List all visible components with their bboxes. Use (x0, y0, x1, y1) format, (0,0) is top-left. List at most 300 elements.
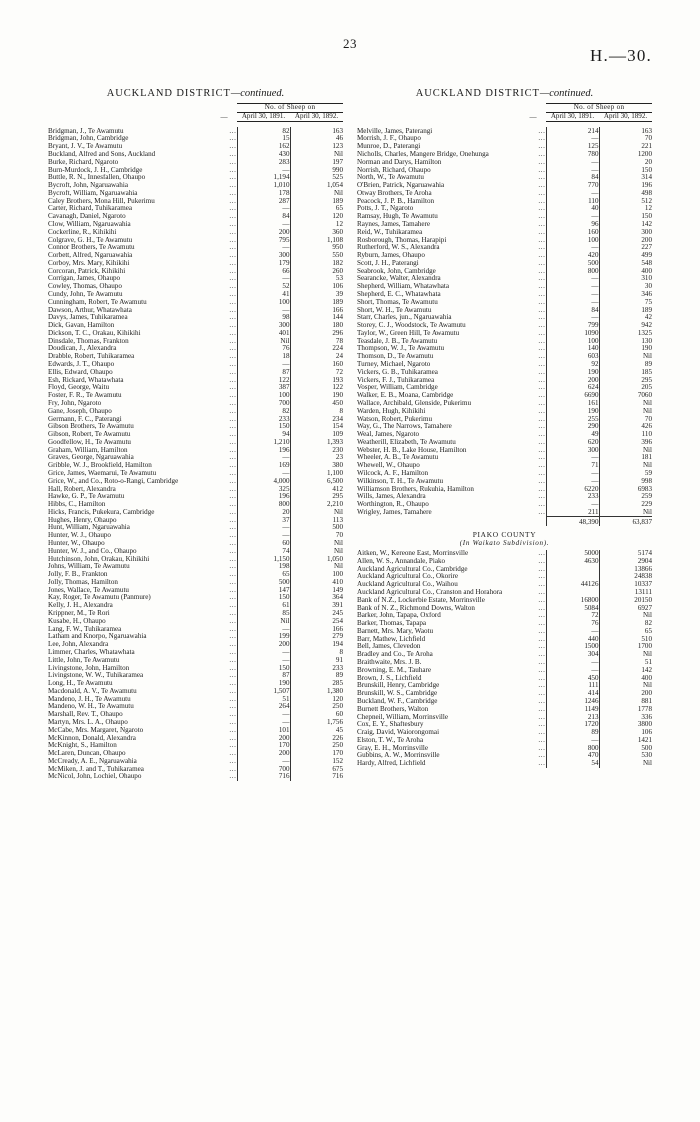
left-table-subheader-row (48, 112, 343, 121)
table-row (357, 236, 652, 244)
table-row (357, 558, 652, 566)
sheep-count-1891: 15 (237, 135, 290, 143)
sheep-count-1891: 196 (237, 493, 290, 501)
owner-name: Esh, Rickard, Whatawhata (48, 376, 124, 384)
owner-name: Davys, James, Tuhikaramea (48, 314, 128, 322)
leader-dots: ... (538, 336, 546, 345)
leader-dots: ... (229, 772, 237, 781)
table-row (357, 244, 652, 252)
owner-name: Braithwaite, Mrs. J. B. (357, 658, 422, 667)
leader-dots: ... (538, 453, 546, 462)
table-row (48, 143, 343, 151)
leader-dots: ... (229, 188, 237, 197)
table-row (357, 197, 652, 205)
owner-name: Whewell, W., Ohaupo (357, 461, 420, 470)
owner-name: Hunt, William, Ngaruawahia (48, 524, 130, 532)
sheep-count-1892: 229 (599, 501, 652, 509)
sheep-count-1891: — (237, 532, 290, 540)
sheep-count-1892: 10337 (599, 581, 652, 589)
owner-name: Ellis, Edward, Ohaupo (48, 368, 113, 376)
owner-name: Floyd, George, Waitu (48, 384, 110, 392)
owner-name: Scott, J. H., Paterangi (357, 259, 419, 267)
owner-name: Buttle, R. N., Innesfallen, Ohaupo (48, 173, 146, 182)
sheep-count-1891: — (237, 470, 290, 478)
leader-dots: ... (538, 251, 546, 260)
leader-dots: ... (538, 235, 546, 244)
leader-dots: ... (229, 251, 237, 260)
table-row (357, 705, 652, 713)
table-row (357, 493, 652, 501)
sheep-count-1891: 54 (546, 760, 599, 768)
table-row (48, 361, 343, 369)
sheep-count-1891: 1,507 (237, 688, 290, 696)
sheep-count-1891: 44126 (546, 581, 599, 589)
owner-name: Hardy, Alfred, Lichfield (357, 759, 426, 768)
sheep-count-1891: 200 (237, 641, 290, 649)
owner-name: Martyn, Mrs. L. A., Ohaupo (48, 718, 128, 726)
leader-dots: ... (538, 689, 546, 698)
sheep-count-1892: Nil (599, 509, 652, 517)
owner-name: Germann, F. C., Paterangi (48, 415, 122, 423)
leader-dots: ... (229, 266, 237, 275)
left-table-header-row (48, 104, 343, 113)
table-row (357, 127, 652, 135)
sheep-count-1892: 24838 (599, 573, 652, 581)
sheep-count-1891: — (546, 158, 599, 166)
owner-name: Auckland Agricultural Co., Cranston and Horahora (357, 588, 503, 596)
sheep-count-1891: 150 (237, 594, 290, 602)
table-row (48, 407, 343, 415)
sheep-count-1892: 60 (290, 711, 343, 719)
sheep-count-1891: 84 (237, 213, 290, 221)
sheep-count-1892: 72 (290, 368, 343, 376)
right-table-subheader-row (357, 112, 652, 121)
sheep-count-1891: 200 (237, 734, 290, 742)
sheep-count-1892: 8 (290, 649, 343, 657)
table-row (48, 688, 343, 696)
owner-name: Cox, E. Y., Shaftesbury (357, 720, 424, 729)
table-row (357, 439, 652, 447)
sheep-count-1892: 360 (290, 228, 343, 236)
owner-name: McNicol, John, Lochiel, Ohaupo (48, 773, 142, 781)
table-row (357, 596, 652, 604)
owner-name: Kay, Roger, Te Awamutu (Panmure) (48, 594, 151, 602)
right-column-title (357, 88, 652, 99)
table-row (48, 431, 343, 439)
sheep-count-1891: 147 (237, 586, 290, 594)
leader-dots: ... (538, 360, 546, 369)
right-column-title-continued: —continued. (539, 88, 594, 99)
left-sheep-table (48, 103, 343, 781)
sheep-count-1891: 213 (546, 713, 599, 721)
leader-dots: ... (229, 321, 237, 330)
owner-name: Grice, W., and Co., Roto-o-Rangi, Cambridge (48, 477, 179, 485)
leader-dots: ... (538, 642, 546, 651)
sheep-count-1892: 13111 (599, 589, 652, 597)
owner-name: Nicholls, Charles, Mangere Bridge, Onehunga (357, 150, 489, 158)
sheep-count-1892: Nil (599, 446, 652, 454)
table-row (357, 330, 652, 338)
sheep-count-1892: 942 (599, 322, 652, 330)
document-reference: H.—30. (590, 46, 652, 65)
table-row (357, 682, 652, 690)
sheep-count-1892: 500 (599, 744, 652, 752)
table-row (357, 509, 652, 517)
sheep-count-1891: 49 (546, 431, 599, 439)
owner-name: Shepherd, E. C., Whatawhata (357, 290, 441, 298)
sheep-count-1892: 525 (290, 174, 343, 182)
owner-name: McKinnon, Donald, Alexandra (48, 734, 136, 742)
table-row (357, 635, 652, 643)
owner-name: Reid, W., Tuhikaramea (357, 228, 423, 236)
owner-name: Connor Brothers, Te Awamutu (48, 243, 135, 252)
owner-name: Auckland Agricultural Co., Okorire (357, 573, 459, 581)
leader-dots: ... (229, 165, 237, 174)
owner-name: Mandeno, W. H., Te Awamutu (48, 703, 134, 711)
leader-dots: ... (538, 650, 546, 659)
sheep-count-1891: — (546, 628, 599, 636)
sheep-count-1892: 250 (290, 742, 343, 750)
table-row (357, 283, 652, 291)
sheep-count-1891: 61 (237, 602, 290, 610)
sheep-count-1892: 295 (599, 376, 652, 384)
sheep-count-1891: 101 (237, 726, 290, 734)
sheep-count-1891: 1720 (546, 721, 599, 729)
sheep-count-1892: 89 (599, 361, 652, 369)
table-row (357, 565, 652, 573)
sheep-count-1891: — (237, 649, 290, 657)
table-row (48, 485, 343, 493)
leader-dots: ... (538, 243, 546, 252)
table-row (48, 664, 343, 672)
sheep-count-1891: 84 (546, 306, 599, 314)
table-row (357, 721, 652, 729)
sheep-count-1892: Nil (290, 563, 343, 571)
sheep-count-1892: Nil (599, 682, 652, 690)
leader-dots: ... (538, 720, 546, 729)
sheep-count-1892: 152 (290, 758, 343, 766)
table-row (48, 641, 343, 649)
right-header-dash: — (529, 112, 537, 121)
sheep-count-1891: — (546, 477, 599, 485)
leader-dots: ... (229, 640, 237, 649)
table-row (48, 540, 343, 548)
owner-name: Dawson, Arthur, Whatawhata (48, 306, 132, 314)
sheep-count-1892: 230 (290, 446, 343, 454)
table-row (357, 581, 652, 589)
owner-name: Browning, E. M., Tauhare (357, 666, 432, 674)
sheep-count-1891: — (237, 625, 290, 633)
leader-dots: ... (229, 647, 237, 656)
total-spacer (520, 517, 546, 526)
owner-name: Warden, Hugh, Kihikihi (357, 407, 426, 415)
table-row (48, 197, 343, 205)
table-row (48, 322, 343, 330)
owner-name: Ramsay, Hugh, Te Awamutu (357, 212, 438, 221)
sheep-count-1891: 800 (546, 744, 599, 752)
sheep-count-1892: 163 (290, 127, 343, 135)
leader-dots: ... (229, 500, 237, 509)
table-row (357, 690, 652, 698)
owner-name: Gane, Joseph, Ohaupo (48, 407, 112, 415)
owner-name: Jones, Wallace, Te Awamutu (48, 586, 129, 594)
table-row (357, 744, 652, 752)
table-row (48, 228, 343, 236)
sheep-count-1891: 200 (237, 750, 290, 758)
table-row (48, 493, 343, 501)
owner-name: Bryant, J. V., Te Awamutu (48, 142, 123, 151)
owner-name: Craig, David, Waiorongomai (357, 728, 440, 737)
leader-dots: ... (538, 422, 546, 431)
leader-dots: ... (538, 352, 546, 361)
table-row (48, 703, 343, 711)
owner-name: Williamson Brothers, Rukuhia, Hamilton (357, 485, 474, 493)
sheep-count-1891: 420 (546, 252, 599, 260)
leader-dots: ... (538, 595, 546, 604)
leader-dots: ... (229, 601, 237, 610)
owner-name: Vickers, G. B., Tuhikaramea (357, 368, 438, 376)
sheep-count-1892: 150 (599, 213, 652, 221)
sheep-count-1891: 4630 (546, 558, 599, 566)
sheep-count-1891: 60 (237, 540, 290, 548)
left-header-sheep-label: No. of Sheep on (237, 104, 343, 113)
sheep-count-1891: — (546, 737, 599, 745)
left-header-date-1892: April 30, 1892. (290, 112, 343, 121)
sheep-count-1892: Nil (599, 760, 652, 768)
owner-name: Weal, James, Ngaroto (357, 430, 420, 439)
sheep-count-1891: 37 (237, 516, 290, 524)
sheep-count-1892: 300 (599, 228, 652, 236)
owner-name: Long, H., Te Awamutu (48, 679, 113, 688)
sheep-count-1891: 500 (546, 260, 599, 268)
leader-dots: ... (538, 681, 546, 690)
sheep-count-1891: — (546, 244, 599, 252)
sheep-count-1892: 70 (599, 415, 652, 423)
sheep-count-1891: Nil (237, 337, 290, 345)
sheep-count-1892: Nil (599, 407, 652, 415)
leader-dots: ... (229, 749, 237, 758)
sheep-count-1892: 110 (599, 431, 652, 439)
leader-dots: ... (229, 430, 237, 439)
sheep-count-1892: 190 (290, 392, 343, 400)
owner-name: Raynes, James, Tamahere (357, 220, 431, 228)
owner-name: Way, G., The Narrows, Tamahere (357, 422, 452, 431)
table-row (48, 166, 343, 174)
sheep-count-1892: 548 (599, 260, 652, 268)
owner-name: Corcoran, Patrick, Kihikihi (48, 267, 126, 275)
sheep-count-1892: 1,054 (290, 182, 343, 190)
leader-dots: ... (229, 577, 237, 586)
table-row (48, 726, 343, 734)
sheep-count-1892: 45 (290, 726, 343, 734)
sheep-count-1891: 440 (546, 635, 599, 643)
sheep-count-1891: 199 (237, 633, 290, 641)
owner-name: Drabble, Robert, Tuhikaramea (48, 352, 135, 361)
owner-name: Bank of N.Z., Lockerbie Estate, Morrinsville (357, 596, 485, 604)
owner-name: Brunskill, W. S., Cambridge (357, 689, 438, 698)
sheep-count-1892: 260 (290, 267, 343, 275)
sheep-count-1891: — (237, 524, 290, 532)
leader-dots: ... (538, 165, 546, 174)
leader-dots: ... (538, 321, 546, 330)
leader-dots: ... (538, 126, 546, 135)
leader-dots: ... (229, 196, 237, 205)
sheep-count-1892: Nil (599, 612, 652, 620)
leader-dots: ... (538, 173, 546, 182)
sheep-count-1891: 700 (237, 400, 290, 408)
sheep-count-1891: 76 (546, 620, 599, 628)
owner-name: Cavanagh, Daniel, Ngaroto (48, 212, 126, 221)
owner-name: Norman and Darys, Hamilton (357, 158, 442, 166)
sheep-count-1892: 189 (290, 298, 343, 306)
owner-name: Colgrave, G. H., Te Awamutu (48, 236, 133, 244)
table-row (357, 604, 652, 612)
sheep-count-1891: 76 (237, 345, 290, 353)
sheep-count-1892: 189 (599, 306, 652, 314)
sheep-count-1891: 799 (546, 322, 599, 330)
leader-dots: ... (538, 588, 546, 596)
left-column-title (48, 88, 343, 99)
sheep-count-1892: 46 (290, 135, 343, 143)
table-row (357, 376, 652, 384)
sheep-count-1892: 91 (290, 656, 343, 664)
table-row (357, 213, 652, 221)
owner-name: Bell, James, Clevedon (357, 643, 421, 651)
table-row (48, 695, 343, 703)
table-row (48, 244, 343, 252)
leader-dots: ... (538, 282, 546, 291)
sheep-count-1892: 200 (599, 236, 652, 244)
owner-name: Wilcock, A. F., Hamilton (357, 469, 429, 477)
table-row (357, 431, 652, 439)
sheep-count-1891: 170 (237, 742, 290, 750)
sheep-count-1891: 1,010 (237, 182, 290, 190)
right-table-header-row (357, 104, 652, 113)
leader-dots: ... (538, 619, 546, 628)
sheep-count-1891: — (546, 283, 599, 291)
sheep-count-1892: 450 (290, 400, 343, 408)
sheep-count-1892: 109 (290, 431, 343, 439)
owner-name: McLaren, Duncan, Ohaupo (48, 749, 126, 758)
left-column-title-continued: —continued. (230, 88, 285, 99)
table-row (48, 579, 343, 587)
sheep-count-1892: 78 (290, 337, 343, 345)
table-row (357, 423, 652, 431)
table-row (357, 729, 652, 737)
sheep-count-1892: 189 (290, 197, 343, 205)
sheep-count-1891: — (546, 659, 599, 667)
owner-name: Teasdale, J. B., Te Awamutu (357, 337, 438, 345)
leader-dots: ... (538, 492, 546, 501)
sheep-count-1891: — (237, 719, 290, 727)
owner-name: Auckland Agricultural Co., Cambridge (357, 565, 468, 573)
owner-name: Jolly, F. B., Frankton (48, 570, 108, 579)
sheep-count-1891: 1090 (546, 330, 599, 338)
table-row (357, 158, 652, 166)
table-row (357, 368, 652, 376)
sheep-count-1892: 279 (290, 633, 343, 641)
table-row (48, 190, 343, 198)
sheep-count-1892: 150 (599, 166, 652, 174)
sheep-count-1891: — (237, 361, 290, 369)
owner-name: Cockerline, R., Kihikihi (48, 228, 117, 236)
table-row (48, 610, 343, 618)
sheep-count-1892: 881 (599, 698, 652, 706)
sheep-count-1891: 233 (546, 493, 599, 501)
sheep-count-1892: 3800 (599, 721, 652, 729)
leader-dots: ... (229, 717, 237, 726)
sheep-count-1891: 190 (546, 407, 599, 415)
sheep-count-1891: 401 (237, 330, 290, 338)
sheep-count-1892: 65 (290, 205, 343, 213)
sheep-count-1892: 160 (290, 361, 343, 369)
owner-name: Turney, Michael, Ngaroto (357, 360, 431, 369)
leader-dots: ... (229, 258, 237, 267)
leader-dots: ... (229, 593, 237, 602)
owner-name: McCready, A. E., Ngaruawahia (48, 757, 137, 765)
leader-dots: ... (229, 764, 237, 773)
leader-dots: ... (229, 173, 237, 182)
sheep-count-1891: 6220 (546, 485, 599, 493)
sheep-count-1891: 283 (237, 158, 290, 166)
owner-name: North, W., Te Awamutu (357, 173, 424, 182)
sheep-count-1891: 150 (237, 664, 290, 672)
owner-name: Rutherford, W. S., Alexandra (357, 243, 440, 252)
sheep-count-1892: 500 (290, 524, 343, 532)
sheep-count-1891: — (546, 275, 599, 283)
leader-dots: ... (538, 134, 546, 143)
sheep-count-1892: 285 (290, 680, 343, 688)
right-header-date-1891: April 30, 1891. (546, 112, 599, 121)
table-row (48, 649, 343, 657)
owner-name: Watson, Robert, Pukerimu (357, 415, 433, 423)
leader-dots: ... (538, 204, 546, 213)
sheep-count-1892: 166 (290, 625, 343, 633)
table-row (357, 337, 652, 345)
owner-name: Wilkinson, T. H., Te Awamutu (357, 477, 444, 485)
table-row (48, 158, 343, 166)
sheep-count-1892: 2904 (599, 558, 652, 566)
total-1892: 63,837 (599, 517, 652, 526)
leader-dots: ... (538, 626, 546, 635)
sheep-count-1892: 39 (290, 291, 343, 299)
sheep-count-1891: 6690 (546, 392, 599, 400)
owner-name: Latham and Knorpo, Ngaruawahia (48, 633, 147, 641)
leader-dots: ... (538, 313, 546, 322)
sheep-count-1891: 500 (237, 579, 290, 587)
leader-dots: ... (229, 360, 237, 369)
leader-dots: ... (538, 673, 546, 682)
sheep-count-1892: 1421 (599, 737, 652, 745)
sheep-count-1892: 550 (290, 252, 343, 260)
leader-dots: ... (538, 391, 546, 400)
owner-name: Cunningham, Robert, Te Awamutu (48, 298, 147, 306)
leader-dots: ... (229, 305, 237, 314)
sheep-count-1892: 24 (290, 353, 343, 361)
sheep-count-1892: 20150 (599, 596, 652, 604)
table-row (48, 656, 343, 664)
owner-name: Potts, J. T., Ngaroto (357, 205, 414, 213)
sheep-count-1892: 106 (290, 283, 343, 291)
table-row (357, 659, 652, 667)
sheep-count-1892: 2,210 (290, 501, 343, 509)
owner-name: Dinsdale, Thomas, Frankton (48, 337, 129, 345)
leader-dots: ... (229, 313, 237, 322)
sheep-count-1891: 233 (237, 415, 290, 423)
table-row (48, 563, 343, 571)
sheep-count-1892: 950 (290, 244, 343, 252)
sheep-count-1892: 1200 (599, 151, 652, 159)
